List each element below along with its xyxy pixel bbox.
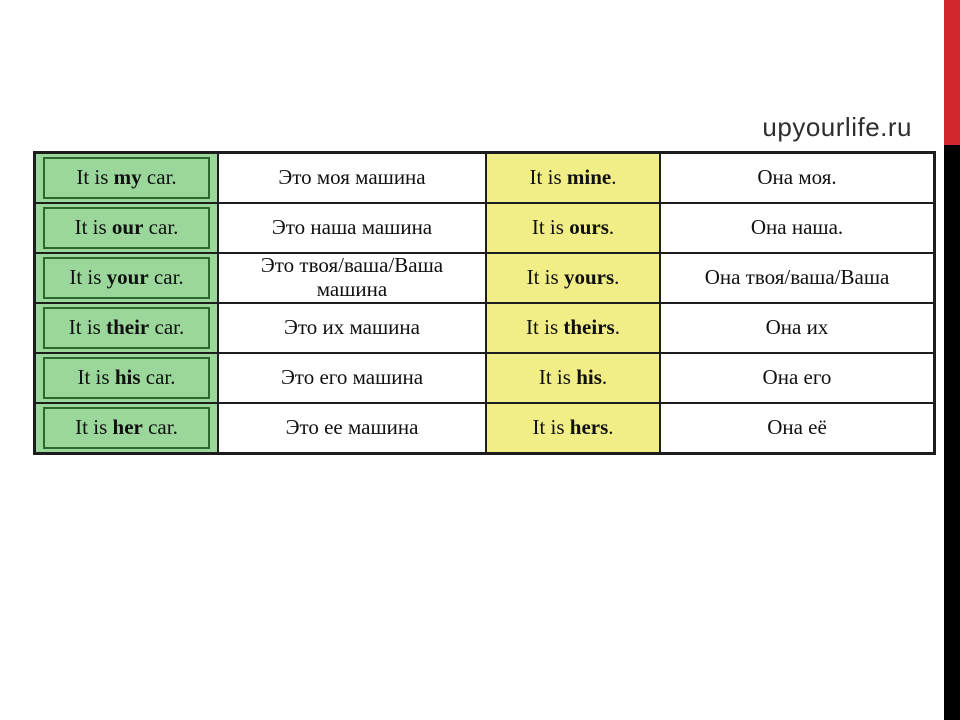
russian-phrase: Это моя машина [278,165,426,190]
pronoun-post: . [608,415,614,440]
table-row [35,203,935,253]
pronoun-post: . [614,315,620,340]
pronoun-word: his [576,365,602,390]
pronoun-word: theirs [563,315,615,340]
table-row [35,353,935,403]
phrase-pre: It is [68,315,107,340]
cell-russian-statement [218,253,486,303]
pronoun-pre: It is [538,365,577,390]
cell-english-pronoun [486,253,660,303]
pronoun-pre: It is [531,215,570,240]
cell-english-statement [35,353,219,403]
russian-pronoun: Она их [765,315,829,340]
phrase-post: car. [142,415,178,440]
russian-phrase: Это твоя/ваша/Ваша машина [260,253,444,301]
phrase-pronoun: your [106,265,149,290]
accent-bar-red [944,0,960,145]
green-cell-frame [43,307,210,349]
russian-pronoun: Она моя. [757,165,837,190]
cell-english-statement [35,253,219,303]
phrase-pre: It is [69,265,107,290]
phrase-post: car. [143,215,179,240]
pronoun-post: . [611,165,617,190]
cell-russian-pronoun [660,403,935,454]
cell-russian-statement [218,353,486,403]
accent-bar-black [944,145,960,720]
phrase-pronoun: our [111,215,144,240]
phrase-pre: It is [77,365,115,390]
phrase-post: car. [149,315,185,340]
cell-english-pronoun [486,403,660,454]
cell-english-statement [35,403,219,454]
pronoun-post: . [614,265,620,290]
pronoun-pre: It is [526,315,564,340]
phrase-post: car. [140,365,176,390]
table-row [35,303,935,353]
table-row [35,153,935,204]
pronoun-word: hers [569,415,609,440]
russian-phrase: Это наша машина [271,215,433,240]
pronoun-pre: It is [532,415,570,440]
russian-pronoun: Она наша. [750,215,844,240]
russian-phrase: Это его машина [280,365,424,390]
pronoun-post: . [608,215,615,240]
phrase-pronoun: my [113,165,142,190]
russian-phrase: Это ее машина [285,415,419,440]
russian-phrase: Это их машина [284,315,420,340]
watermark-text: upyourlife.ru [762,112,912,142]
russian-pronoun: Она твоя/ваша/Ваша [704,265,890,290]
phrase-pre: It is [74,215,112,240]
phrase-pre: It is [76,165,114,190]
table-row [35,403,935,454]
phrase-pronoun: her [112,415,143,440]
cell-english-statement [35,153,219,204]
phrase-post: car. [148,265,184,290]
phrase-pronoun: his [114,365,141,390]
green-cell-frame [43,357,210,399]
cell-russian-statement [218,203,486,253]
cell-russian-statement [218,153,486,204]
phrase-pre: It is [75,415,113,440]
table-row [35,253,935,303]
russian-pronoun: Она его [762,365,832,390]
phrase-post: car. [141,165,177,190]
pronoun-pre: It is [529,165,567,190]
green-cell-frame [43,157,210,199]
cell-russian-pronoun [660,203,935,253]
cell-english-pronoun [486,203,660,253]
phrase-pronoun: their [106,315,150,340]
cell-english-pronoun [486,303,660,353]
cell-english-pronoun [486,353,660,403]
pronoun-table [33,151,936,455]
cell-russian-statement [218,403,486,454]
russian-pronoun: Она её [767,415,827,440]
pronoun-word: mine [566,165,612,190]
cell-russian-pronoun [660,303,935,353]
cell-russian-pronoun [660,153,935,204]
cell-english-pronoun [486,153,660,204]
pronoun-word: ours [569,215,609,240]
pronoun-post: . [601,365,608,390]
cell-russian-pronoun [660,353,935,403]
green-cell-frame [43,407,210,449]
green-cell-frame [43,207,210,249]
pronoun-word: yours [563,265,615,290]
cell-english-statement [35,303,219,353]
cell-english-statement [35,203,219,253]
pronoun-pre: It is [526,265,564,290]
cell-russian-statement [218,303,486,353]
cell-russian-pronoun [660,253,935,303]
green-cell-frame [43,257,210,299]
